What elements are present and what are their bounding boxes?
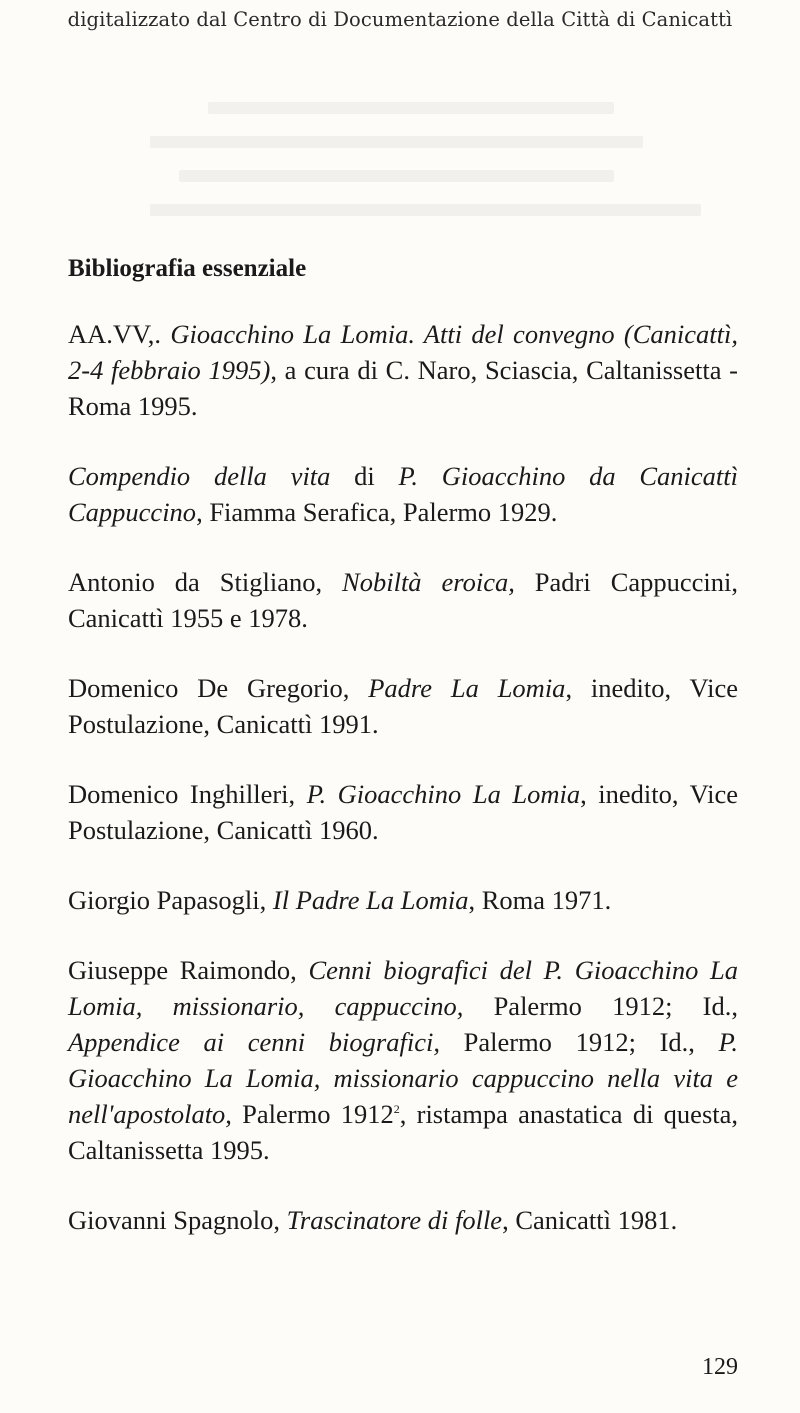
bleed-through-text (150, 80, 730, 238)
section-heading: Bibliografia essenziale (68, 255, 307, 282)
bibliography-section (68, 252, 738, 1272)
bibliography-entry: Giuseppe Raimondo, Cenni biografici del P. Gioacchino La Lomia, missionario, cappuccino, Palermo 1912; Id., Appendice ai cenni biografici, Palermo 1912; Id., P. Gioacchino La Lomia, missionario cappuccino nella vita e nell'apostolato, Palermo 1912$^2$, ristampa anastatica di questa, Caltanissetta 1995. (68, 955, 739, 1165)
bibliography-entry: Antonio da Stigliano, Nobiltà eroica, Padri Cappuccini, Canicattì 1955 e 1978. (68, 567, 739, 633)
bibliography-entry: Giovanni Spagnolo, Trascinatore di folle, Canicattì 1981. (68, 1205, 678, 1235)
bibliography-entry: Domenico Inghilleri, P. Gioacchino La Lomia, inedito, Vice Postulazione, Canicattì 1960. (68, 779, 738, 845)
page-number: 129 (702, 1354, 738, 1380)
digitization-watermark: digitalizzato dal Centro di Documentazione della Città di Canicattì (67, 8, 733, 31)
bibliography-entry: Domenico De Gregorio, Padre La Lomia, inedito, Vice Postulazione, Canicattì 1991. (68, 673, 738, 739)
bibliography-entry: Compendio della vita di P. Gioacchino da Canicattì Cappuccino, Fiamma Serafica, Palermo 1929. (68, 461, 738, 527)
bibliography-entry: AA.VV,. Gioacchino La Lomia. Atti del convegno (Canicattì, 2-4 febbraio 1995), a cura di C. Naro, Sciascia, Caltanissetta - Roma 1995. (68, 319, 738, 421)
bibliography-entry: Giorgio Papasogli, Il Padre La Lomia, Roma 1971. (68, 885, 612, 915)
